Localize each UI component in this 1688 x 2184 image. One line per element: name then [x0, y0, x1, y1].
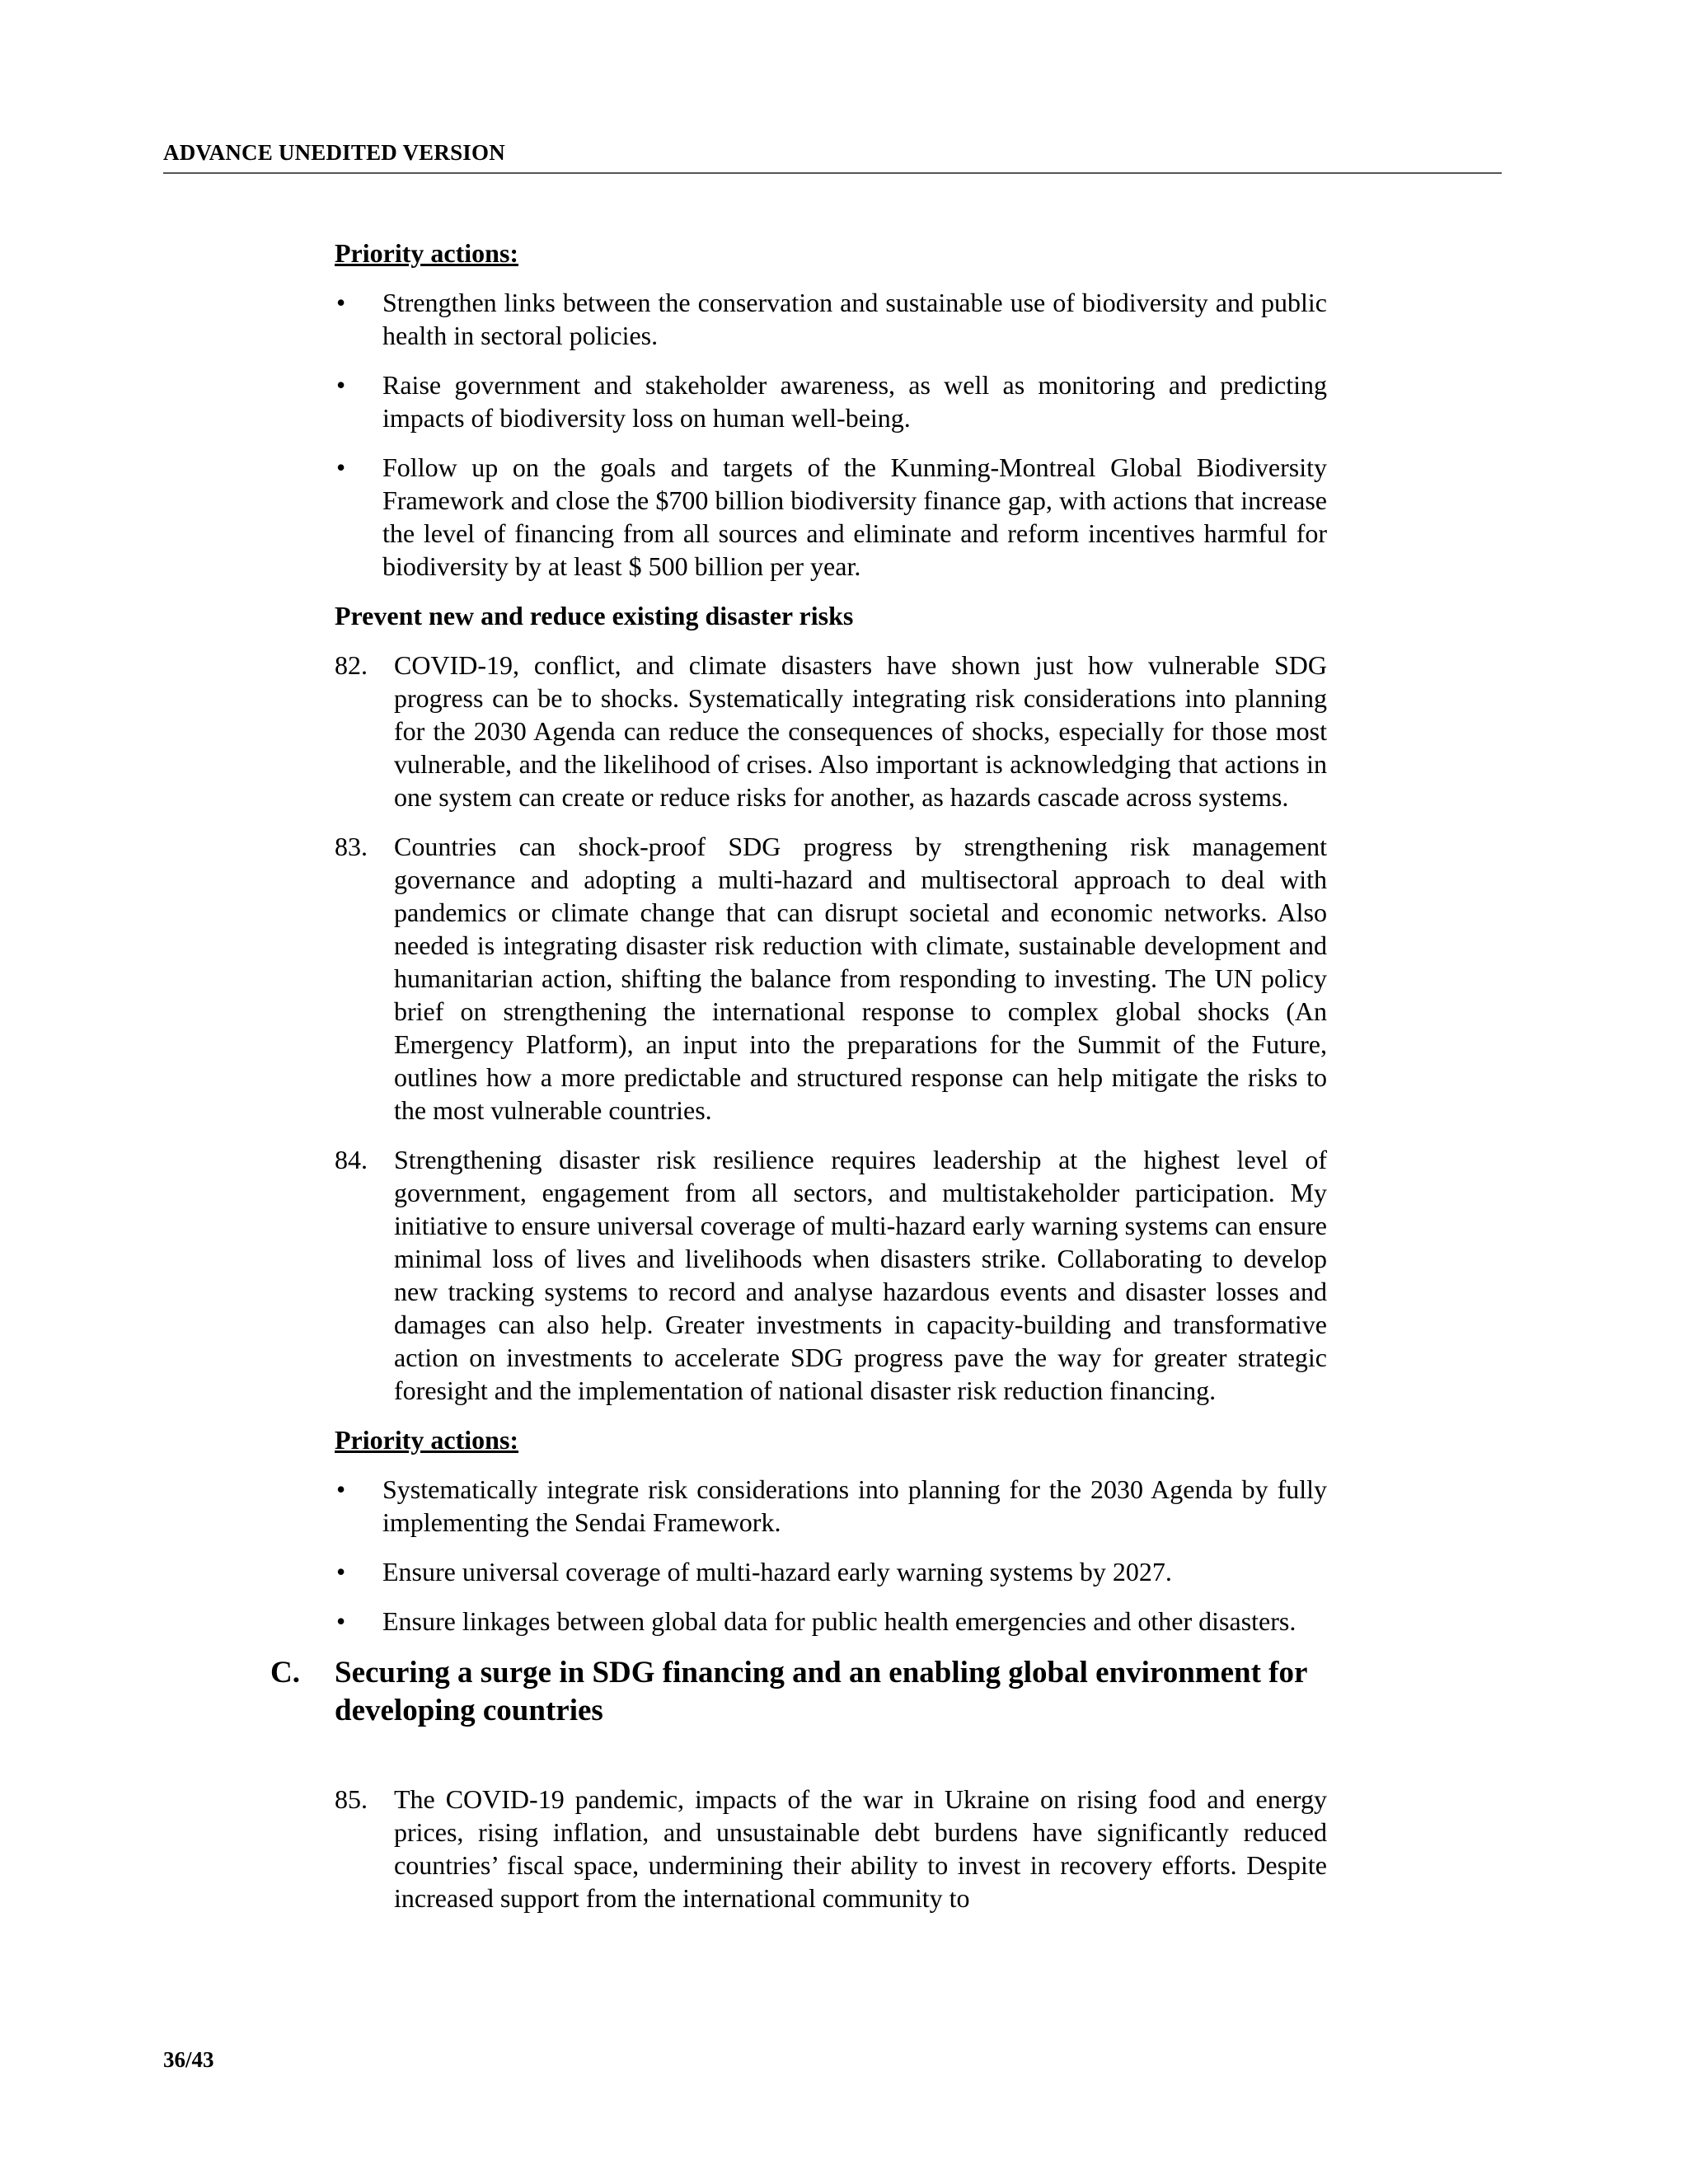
section-title: Securing a surge in SDG financing and an enabling global environment for developing countries — [335, 1656, 1307, 1727]
numbered-paragraph — [335, 1143, 1327, 1407]
list-item-text: Ensure universal coverage of multi-hazard early warning systems by 2027. — [382, 1557, 1172, 1586]
list-item — [335, 368, 1327, 434]
list-item-text: Systematically integrate risk considerations into planning for the 2030 Agenda by fully implementing the Sendai Framework. — [382, 1474, 1327, 1537]
priority-actions-heading: Priority actions: — [335, 1425, 519, 1455]
section-letter: C. — [270, 1656, 300, 1690]
paragraph-number: 82. — [335, 650, 368, 680]
list-item — [335, 286, 1327, 352]
section-subheading: Prevent new and reduce existing disaster risks — [335, 601, 854, 630]
section-heading — [270, 1654, 1327, 1730]
list-item — [335, 1555, 1327, 1588]
paragraph-number: 85. — [335, 1784, 368, 1814]
numbered-paragraph — [335, 1783, 1327, 1915]
numbered-paragraph — [335, 830, 1327, 1127]
list-item-text: Ensure linkages between global data for public health emergencies and other disasters. — [382, 1606, 1296, 1636]
paragraph-number: 83. — [335, 832, 368, 861]
bullet-icon: • — [336, 1606, 346, 1636]
priority-actions-list — [335, 1473, 1327, 1638]
bullet-icon: • — [336, 288, 346, 317]
list-item — [335, 1605, 1327, 1638]
paragraph-text: The COVID-19 pandemic, impacts of the war in Ukraine on rising food and energy prices, rising inflation, and unsustainable debt burdens have significantly reduced countries’ fiscal space, undermining their ability to invest in recovery efforts. Despite increased support from the international community to — [394, 1784, 1327, 1913]
bullet-icon: • — [336, 1557, 346, 1586]
bullet-icon: • — [336, 452, 346, 482]
document-header: ADVANCE UNEDITED VERSION — [163, 140, 1502, 174]
bullet-icon: • — [336, 370, 346, 400]
priority-actions-heading: Priority actions: — [335, 238, 519, 268]
priority-actions-list — [335, 286, 1327, 583]
list-item-text: Follow up on the goals and targets of the Kunming-Montreal Global Biodiversity Framework and close the $700 billion biodiversity finance gap, with actions that increase the level of financing from all sources and eliminate and reform incentives harmful for biodiversity by at least $ 500 billion per year. — [382, 452, 1327, 581]
paragraph-text: COVID-19, conflict, and climate disasters have shown just how vulnerable SDG progress can be to shocks. Systematically integrating risk considerations into planning for the 2030 Agenda can reduce the consequences of shocks, especially for those most vulnerable, and the likelihood of crises. Also important is acknowledging that actions in one system can create or reduce risks for another, as hazards cascade across systems. — [394, 650, 1327, 812]
numbered-paragraph — [335, 649, 1327, 813]
list-item-text: Raise government and stakeholder awareness, as well as monitoring and predicting impacts of biodiversity loss on human well-being. — [382, 370, 1327, 433]
page-number: 36/43 — [163, 2047, 214, 2072]
paragraph-number: 84. — [335, 1145, 368, 1174]
list-item-text: Strengthen links between the conservation and sustainable use of biodiversity and public health in sectoral policies. — [382, 288, 1327, 350]
list-item — [335, 1473, 1327, 1539]
bullet-icon: • — [336, 1474, 346, 1504]
list-item — [335, 451, 1327, 583]
paragraph-text: Countries can shock-proof SDG progress by strengthening risk management governance and adopting a multi-hazard and multisectoral approach to deal with pandemics or climate change that can disrupt societal and economic networks. Also needed is integrating disaster risk reduction with climate, sustainable development and humanitarian action, shifting the balance from responding to investing. The UN policy brief on strengthening the international response to complex global shocks (An Emergency Platform), an input into the preparations for the Summit of the Future, outlines how a more predictable and structured response can help mitigate the risks to the most vulnerable countries. — [394, 832, 1327, 1125]
page-body — [270, 237, 1327, 1931]
paragraph-text: Strengthening disaster risk resilience requires leadership at the highest level of government, engagement from all sectors, and multistakeholder participation. My initiative to ensure universal coverage of multi-hazard early warning systems can ensure minimal loss of lives and livelihoods when disasters strike. Collaborating to develop new tracking systems to record and analyse hazardous events and disaster losses and damages can also help. Greater investments in capacity-building and transformative action on investments to accelerate SDG progress pave the way for greater strategic foresight and the implementation of national disaster risk reduction financing. — [394, 1145, 1327, 1405]
